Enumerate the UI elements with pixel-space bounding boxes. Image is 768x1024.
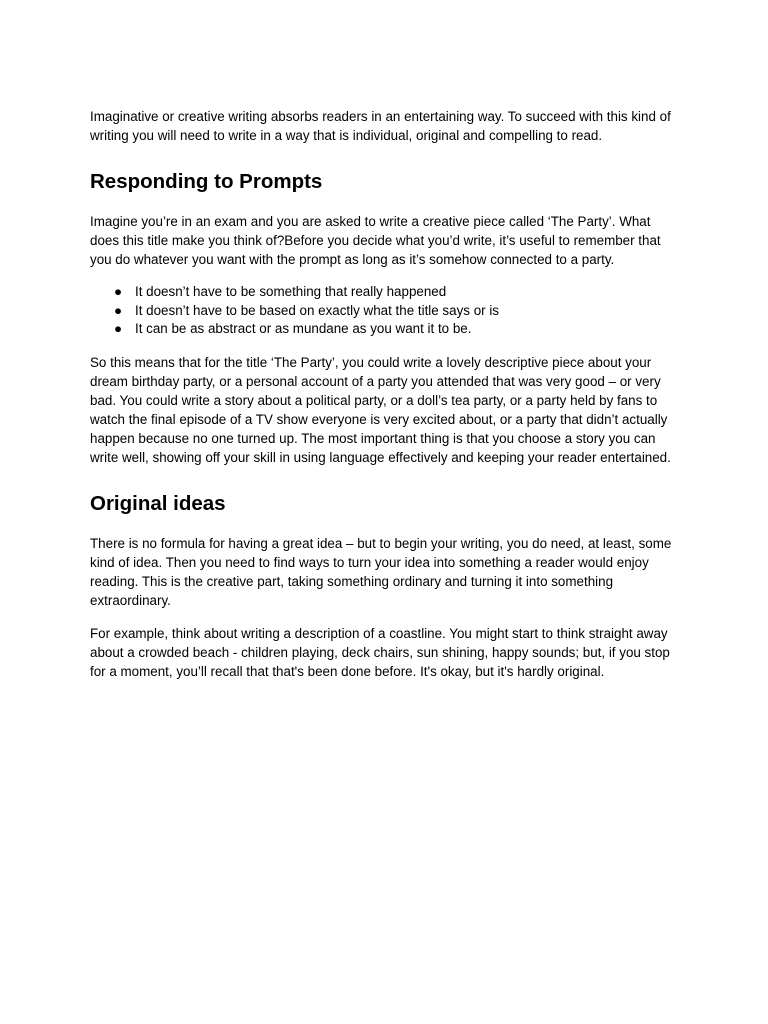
bullet-icon: ● [114, 302, 123, 318]
list-item [90, 283, 680, 302]
list-item-text: It doesn’t have to be something that really happened [135, 284, 447, 299]
list-item [90, 320, 680, 339]
bullet-icon: ● [114, 321, 123, 336]
heading-original-ideas: Original ideas [90, 491, 226, 515]
bullet-icon: ● [114, 284, 123, 299]
bullet-list [90, 283, 680, 339]
paragraph-imagine-exam: Imagine you’re in an exam and you are asked to write a creative piece called ‘The Party’. What does this title make you think of?Before you decide what you’d write, it’s useful to remember that you do whatever you want with the prompt as long as it’s somehow connected to a party. [90, 214, 661, 267]
list-item-text: It doesn’t have to be based on exactly what the title says or is [135, 302, 499, 318]
list-item-text: It can be as abstract or as mundane as you want it to be. [135, 321, 472, 336]
paragraph-the-party: So this means that for the title ‘The Party’, you could write a lovely descriptive piece about your dream birthday party, or a personal account of a party you attended that was very good – or very bad. You could write a story about a political party, or a doll’s tea party, or a party held by fans to watch the final episode of a TV show everyone is very excited about, or a party that didn’t actually happen because no one turned up. The most important thing is that you choose a story you can write well, showing off your skill in using language effectively and keeping your reader entertained. [90, 354, 671, 465]
intro-paragraph: Imaginative or creative writing absorbs readers in an entertaining way. To succeed with this kind of writing you will need to write in a way that is individual, original and compelling to read. [90, 109, 671, 143]
list-item [90, 302, 680, 321]
paragraph-coastline-example: For example, think about writing a description of a coastline. You might start to think straight away about a crowded beach - children playing, deck chairs, sun shining, happy sounds; but, if you stop for a moment, you’ll recall that that's been done before. It's okay, but it's hardly original. [90, 625, 670, 679]
heading-responding-to-prompts: Responding to Prompts [90, 170, 323, 193]
paragraph-no-formula: There is no formula for having a great idea – but to begin your writing, you do need, at least, some kind of idea. Then you need to find ways to turn your idea into something a reader would enjoy reading. This is the creative part, taking something ordinary and turning it into something extraordinary. [90, 535, 672, 608]
